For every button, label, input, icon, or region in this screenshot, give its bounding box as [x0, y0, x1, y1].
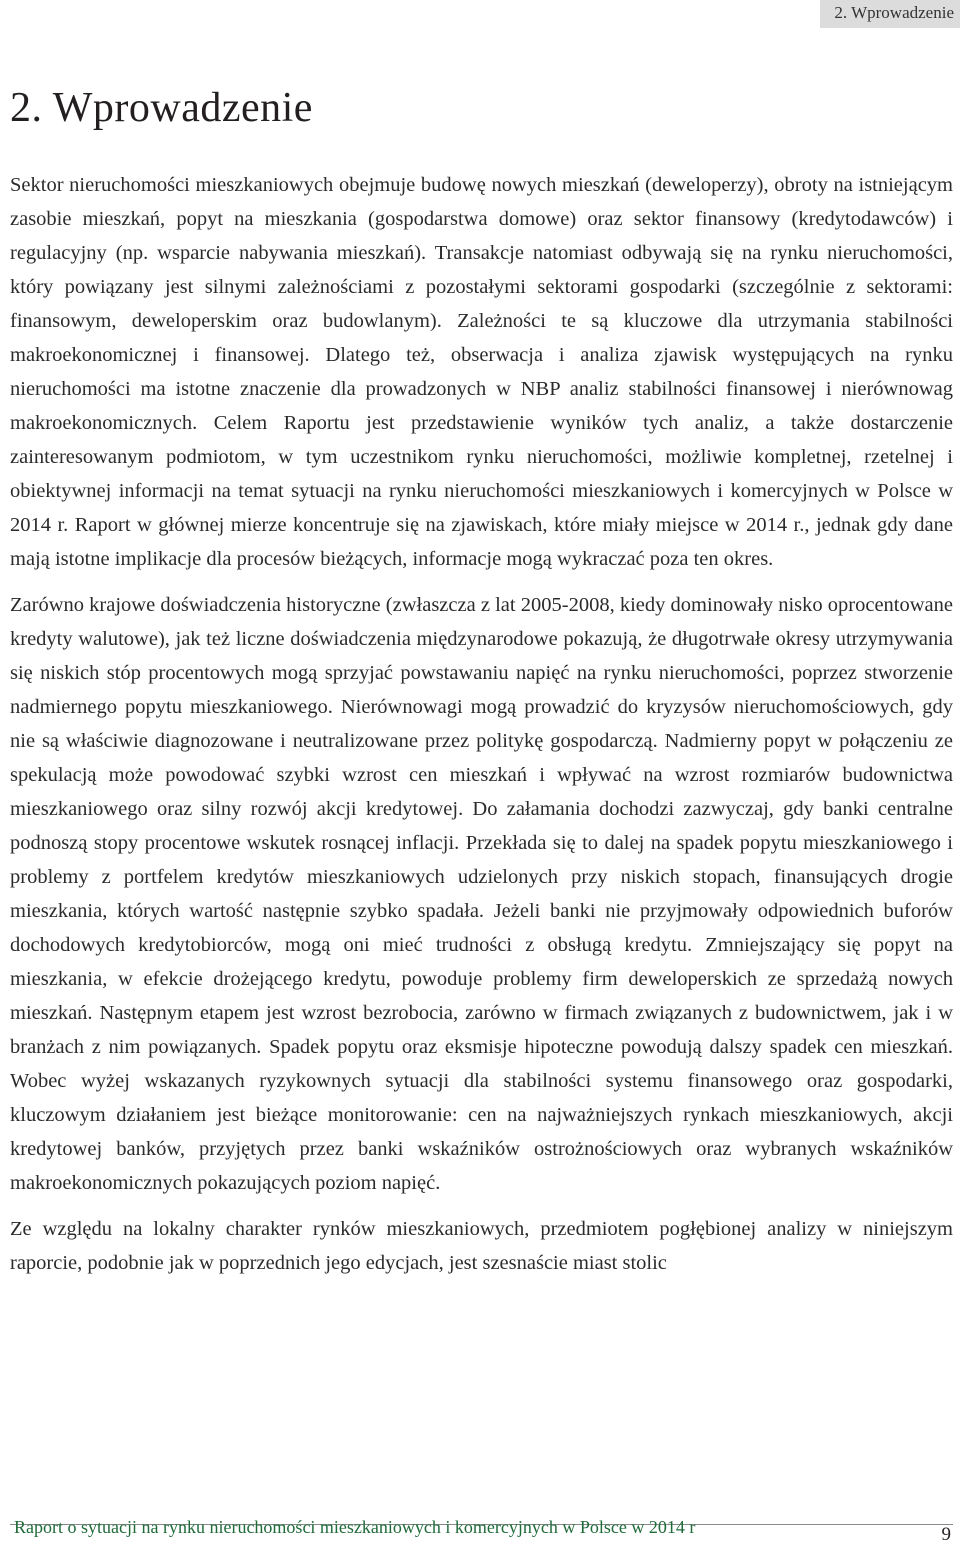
page-title: 2. Wprowadzenie [10, 85, 313, 131]
paragraph-scope: Ze względu na lokalny charakter rynków mieszkaniowych, przedmiotem pogłębionej analizy w niniejszym raporcie, podobnie jak w poprzednich jego edycjach, jest szesnaście miast stolic [10, 1218, 953, 1274]
paragraph-risks: Zarówno krajowe doświadczenia historyczne (zwłaszcza z lat 2005-2008, kiedy dominowały nisko oprocentowane kredyty walutowe), jak też liczne doświadczenia międzynarodowe pokazują, że długotrwałe okresy utrzymywania się niskich stóp procentowych mogą sprzyjać powstawaniu napięć na rynku nieruchomości, poprzez stworzenie nadmiernego popytu mieszkaniowego. Nierównowagi mogą prowadzić do kryzysów nieruchomościowych, gdy nie są właściwie diagnozowane i neutralizowane przez politykę gospodarczą. Nadmierny popyt w połączeniu ze spekulacją może powodować szybki wzrost cen mieszkań i wpływać na wzrost rozmiarów budownictwa mieszkaniowego oraz silny rozwój akcji kredytowej. Do załamania dochodzi zazwyczaj, gdy banki centralne podnoszą stopy procentowe wskutek rosnącej inflacji. Przekłada się to dalej na spadek popytu mieszkaniowego i problemy z portfelem kredytów mieszkaniowych udzielonych przy niskich stopach, finansujących drogie mieszkania, których wartość następnie szybko spadała. Jeżeli banki nie przyjmowały odpowiednich buforów dochodowych kredytobiorców, mogą oni mieć trudności z obsługą kredytu. Zmniejszający się popyt na mieszkania, w efekcie drożejącego kredytu, powoduje problemy firm deweloperskich ze sprzedażą nowych mieszkań. Następnym etapem jest wzrost bezrobocia, zarówno w firmach związanych z budownictwem, jak i w branżach z nim powiązanych. Spadek popytu oraz eksmisje hipoteczne powodują dalszy spadek cen mieszkań. Wobec wyżej wskazanych ryzykownych sytuacji dla stabilności systemu finansowego oraz gospodarki, kluczowym działaniem jest bieżące monitorowanie: cen na najważniejszych rynkach mieszkaniowych, akcji kredytowej banków, przyjętych przez banki wskaźników ostrożnościowych oraz wybranych wskaźników makroekonomicznych pokazujących poziom napięć. [10, 594, 953, 1194]
running-header: 2. Wprowadzenie [820, 0, 960, 28]
body-text [10, 168, 953, 1292]
footer-report-title: Raport o sytuacji na rynku nieruchomości mieszkaniowych i komercyjnych w Polsce w 2014 r [14, 1517, 696, 1537]
paragraph-intro: Sektor nieruchomości mieszkaniowych obejmuje budowę nowych mieszkań (deweloperzy), obroty na istniejącym zasobie mieszkań, popyt na mieszkania (gospodarstwa domowe) oraz sektor finansowy (kredytodawców) i regulacyjny (np. wsparcie nabywania mieszkań). Transakcje natomiast odbywają się na rynku nieruchomości, który powiązany jest silnymi zależnościami z pozostałymi sektorami gospodarki (szczególnie z sektorami: finansowym, deweloperskim oraz budowlanym). Zależności te są kluczowe dla utrzymania stabilności makroekonomicznej i finansowej. Dlatego też, obserwacja i analiza zjawisk występujących na rynku nieruchomości ma istotne znaczenie dla prowadzonych w NBP analiz stabilności finansowej i nierównowag makroekonomicznych. Celem Raportu jest przedstawienie wyników tych analiz, a także dostarczenie zainteresowanym podmiotom, w tym uczestnikom rynku nieruchomości, możliwie kompletnej, rzetelnej i obiektywnej informacji na temat sytuacji na rynku nieruchomości mieszkaniowych i komercyjnych w Polsce w 2014 r. Raport w głównej mierze koncentruje się na zjawiskach, które miały miejsce w 2014 r., jednak gdy dane mają istotne implikacje dla procesów bieżących, informacje mogą wykraczać poza ten okres. [10, 174, 953, 570]
page-number: 9 [941, 1524, 951, 1545]
